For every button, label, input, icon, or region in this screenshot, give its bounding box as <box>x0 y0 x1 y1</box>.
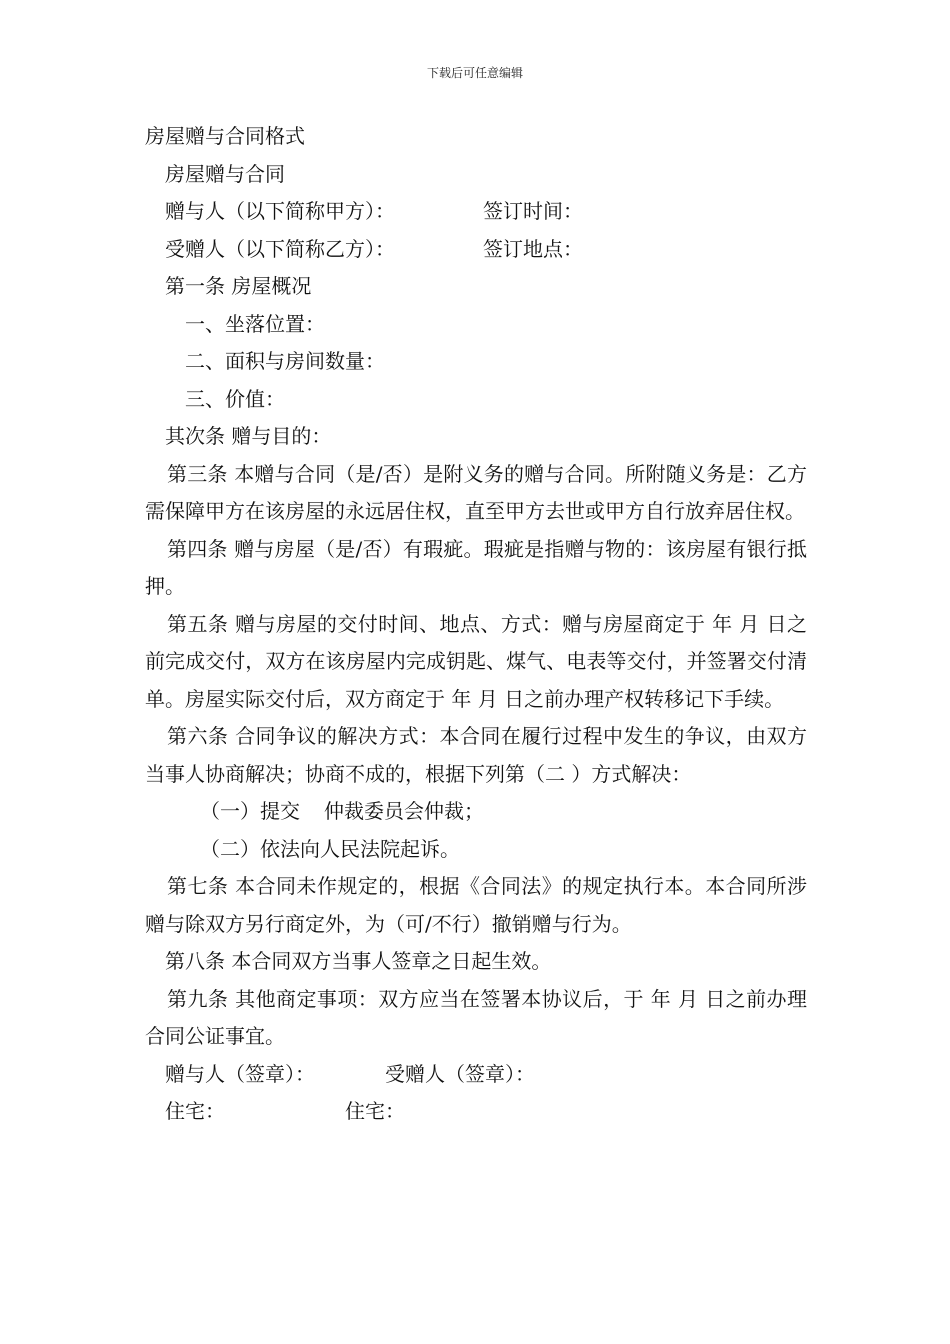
donor-label: 赠与人（以下简称甲方）： <box>165 199 395 223</box>
donee-signature-label: 受赠人（签章）： <box>385 1061 535 1086</box>
signature-row <box>145 1056 807 1094</box>
sign-place-label: 签订地点： <box>483 236 583 261</box>
article-1-item-location: 一、坐落位置： <box>185 311 325 336</box>
article-9: 第九条 其他商定事项：双方应当在签署本协议后，于 年 月 日之前办理合同公证事宜。 <box>145 986 807 1048</box>
option-1-prefix: （一）提交 <box>200 799 300 823</box>
party-row-donor <box>145 193 807 231</box>
donor-signature-label: 赠与人（签章）： <box>165 1061 315 1086</box>
donee-label: 受赠人（以下简称乙方）： <box>165 236 395 261</box>
article-6-option-1 <box>145 793 807 831</box>
contract-body <box>145 118 807 1131</box>
party-row-donee <box>145 231 807 269</box>
article-2: 其次条 赠与目的： <box>165 424 332 448</box>
article-1-heading: 第一条 房屋概况 <box>165 274 312 298</box>
sign-time-label: 签订时间： <box>483 199 583 223</box>
option-1-suffix: 仲裁委员会仲裁； <box>324 799 484 823</box>
article-6: 第六条 合同争议的解决方式：本合同在履行过程中发生的争议，由双方当事人协商解决；协商不成的，根据下列第（二 ）方式解决： <box>145 724 807 786</box>
document-title: 房屋赠与合同格式 <box>145 124 305 148</box>
article-8: 第八条 本合同双方当事人签章之日起生效。 <box>165 949 552 973</box>
article-1-item-value: 三、价值： <box>185 386 285 411</box>
donor-address-label: 住宅： <box>165 1099 225 1123</box>
article-1-item-area: 二、面积与房间数量： <box>185 349 385 373</box>
contract-title: 房屋赠与合同 <box>165 161 285 186</box>
article-6-option-2: （二）依法向人民法院起诉。 <box>200 836 460 861</box>
page-header: 下载后可任意编辑 <box>426 66 523 80</box>
donee-address-label: 住宅： <box>345 1099 405 1123</box>
article-4: 第四条 赠与房屋（是/否）有瑕疵。瑕疵是指赠与物的：该房屋有银行抵押。 <box>145 536 807 598</box>
article-7: 第七条 本合同未作规定的，根据《合同法》的规定执行本。本合同所涉赠与除双方另行商定外，为（可/不行）撤销赠与行为。 <box>145 874 807 936</box>
article-3: 第三条 本赠与合同（是/否）是附义务的赠与合同。所附随义务是：乙方需保障甲方在该房屋的永远居住权，直至甲方去世或甲方自行放弃居住权。 <box>145 461 807 523</box>
address-row <box>145 1093 807 1131</box>
article-5: 第五条 赠与房屋的交付时间、地点、方式：赠与房屋商定于 年 月 日之前完成交付，双方在该房屋内完成钥匙、煤气、电表等交付，并签署交付清单。房屋实际交付后，双方商定于 年 月 日之前办理产权转移记下手续。 <box>145 611 807 711</box>
